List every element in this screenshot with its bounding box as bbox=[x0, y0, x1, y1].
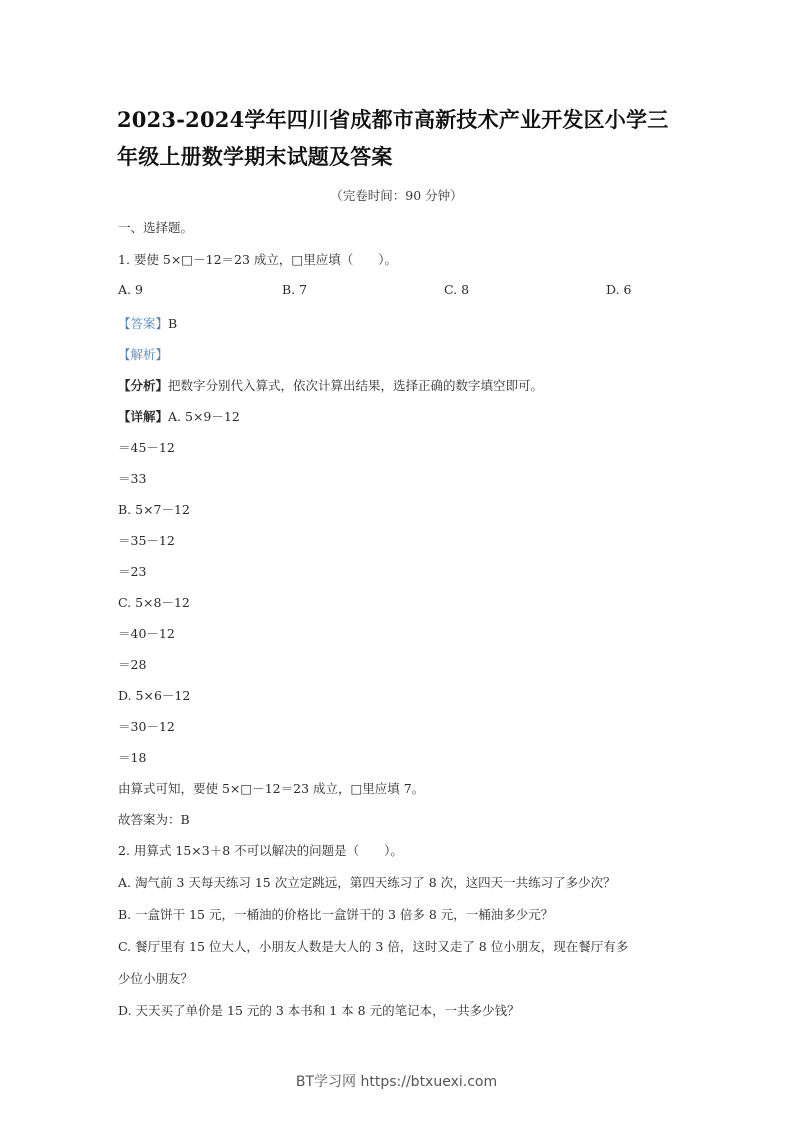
question-2-option-d: D. 天天买了单价是 15 元的 3 本书和 1 本 8 元的笔记本，一共多少钱？ bbox=[118, 1003, 520, 1018]
detail-label: 【详解】 bbox=[118, 409, 169, 424]
detail-step: ＝30－12 bbox=[118, 719, 175, 734]
detail-step: B. 5×7－12 bbox=[118, 502, 190, 517]
analysis-head-text: 把数字分别代入算式，依次计算出结果，选择正确的数字填空即可。 bbox=[168, 378, 544, 393]
question-1-stem: 1. 要使 5×□－12＝23 成立，□里应填（ ）。 bbox=[118, 252, 397, 267]
detail-step: ＝35－12 bbox=[118, 533, 175, 548]
question-1-option-a: A. 9 bbox=[118, 282, 143, 297]
document-title: 2023-2024学年四川省成都市高新技术产业开发区小学三年级上册数学期末试题及答案 bbox=[117, 107, 669, 169]
analysis-head-line bbox=[118, 376, 543, 394]
question-1-option-c: C. 8 bbox=[444, 282, 470, 297]
question-1-option-b: B. 7 bbox=[282, 282, 308, 297]
question-2-option-a: A. 淘气前 3 天每天练习 15 次立定跳远，第四天练习了 8 次，这四天一共练习了多少次？ bbox=[118, 875, 616, 890]
question-2-option-b: B. 一盒饼干 15 元，一桶油的价格比一盒饼干的 3 倍多 8 元，一桶油多少元？ bbox=[118, 907, 554, 922]
answer-line bbox=[118, 314, 177, 332]
footer-watermark: BT学习网 https://btxuexi.com bbox=[295, 1074, 498, 1090]
detail-step: A. 5×9－12 bbox=[168, 409, 240, 424]
detail-line-0 bbox=[118, 407, 240, 425]
question-2-stem: 2. 用算式 15×3＋8 不可以解决的问题是（ ）。 bbox=[118, 843, 403, 858]
analysis-head-label: 【分析】 bbox=[118, 378, 169, 393]
exam-duration: （完卷时间：90 分钟） bbox=[330, 188, 463, 203]
answer-value: B bbox=[168, 316, 178, 331]
detail-step: ＝45－12 bbox=[118, 440, 175, 455]
detail-step: ＝28 bbox=[118, 657, 147, 672]
detail-step: ＝33 bbox=[118, 471, 147, 486]
detail-step: ＝40－12 bbox=[118, 626, 175, 641]
section-heading: 一、选择题。 bbox=[118, 220, 194, 235]
answer-label: 【答案】 bbox=[118, 316, 169, 331]
conclusion: 由算式可知，要使 5×□－12＝23 成立，□里应填 7。 bbox=[118, 781, 425, 796]
final-answer: 故答案为：B bbox=[118, 812, 190, 827]
detail-step: C. 5×8－12 bbox=[118, 595, 190, 610]
detail-step: D. 5×6－12 bbox=[118, 688, 191, 703]
question-2-option-c: C. 餐厅里有 15 位大人，小朋友人数是大人的 3 倍，这时又走了 8 位小朋友，现在餐厅有多 bbox=[118, 939, 629, 954]
analysis-label: 【解析】 bbox=[118, 347, 169, 362]
question-2-option-c-cont: 少位小朋友？ bbox=[118, 971, 194, 986]
detail-step: ＝23 bbox=[118, 564, 147, 579]
detail-step: ＝18 bbox=[118, 750, 147, 765]
question-1-option-d: D. 6 bbox=[606, 282, 632, 297]
